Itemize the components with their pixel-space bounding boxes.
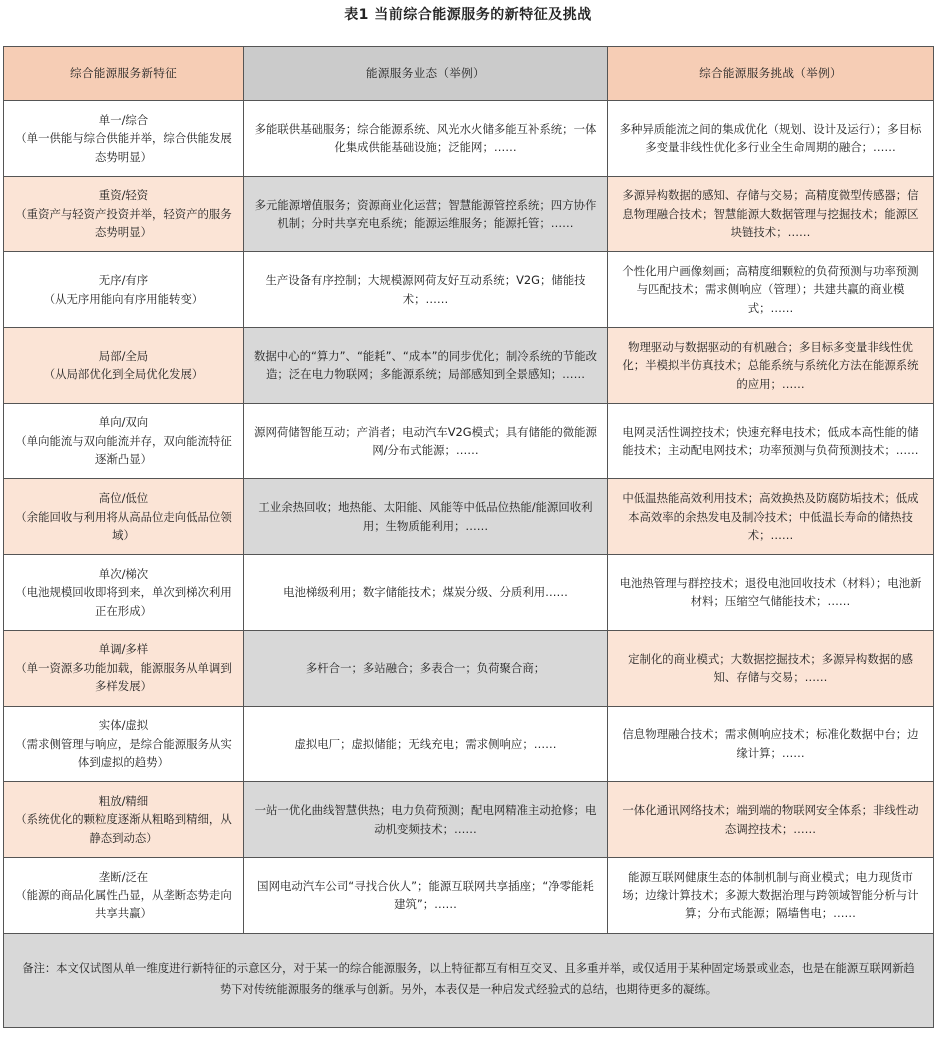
- feature-name: 单次/梯次: [98, 566, 149, 581]
- business-cell: 多元能源增值服务；资源商业化运营；智慧能源管控系统；四方协作机制；分时共享充电系统；能源运维服务；能源托管；……: [244, 176, 608, 252]
- feature-name: 实体/虚拟: [98, 718, 149, 733]
- business-cell: 虚拟电厂；虚拟储能；无线充电；需求侧响应；……: [244, 706, 608, 782]
- business-cell: 多杆合一；多站融合；多表合一；负荷聚合商；: [244, 630, 608, 706]
- table-row: [4, 555, 934, 631]
- feature-cell: [4, 857, 244, 933]
- feature-desc: （从局部优化到全局优化发展）: [43, 367, 204, 382]
- header-business: 能源服务业态（举例）: [244, 47, 608, 101]
- table-header-row: [4, 47, 934, 101]
- feature-desc: （从无序用能向有序用能转变）: [43, 291, 204, 306]
- feature-desc: （单一资源多功能加载，能源服务从单调到多样发展）: [15, 660, 232, 694]
- header-challenges: 综合能源服务挑战（举例）: [608, 47, 934, 101]
- feature-name: 粗放/精细: [98, 793, 149, 808]
- challenge-cell: 物理驱动与数据驱动的有机融合；多目标多变量非线性优化；半模拟半仿真技术；总能系统与系统化方法在能源系统的应用；……: [608, 328, 934, 404]
- challenge-cell: 多种异质能流之间的集成优化（规划、设计及运行）；多目标多变量非线性优化多行业全生命周期的融合；……: [608, 101, 934, 177]
- feature-cell: [4, 328, 244, 404]
- feature-desc: （重资产与轻资产投资并举，轻资产的服务态势明显）: [15, 206, 232, 240]
- feature-cell: [4, 252, 244, 328]
- table-row: [4, 328, 934, 404]
- table-row: [4, 479, 934, 555]
- feature-cell: [4, 403, 244, 479]
- challenge-cell: 多源异构数据的感知、存储与交易；高精度微型传感器；信息物理融合技术；智慧能源大数据管理与挖掘技术；能源区块链技术；……: [608, 176, 934, 252]
- features-table: [3, 46, 934, 1028]
- challenge-cell: 个性化用户画像刻画；高精度细颗粒的负荷预测与功率预测与匹配技术；需求侧响应（管理）；共建共赢的商业模式；……: [608, 252, 934, 328]
- business-cell: 数据中心的“算力”、“能耗”、“成本”的同步优化；制冷系统的节能改造；泛在电力物联网；多能源系统；局部感知到全景感知；……: [244, 328, 608, 404]
- feature-name: 局部/全局: [98, 348, 149, 363]
- feature-desc: （单一供能与综合供能并举，综合供能发展态势明显）: [15, 131, 232, 164]
- feature-cell: [4, 479, 244, 555]
- feature-cell: [4, 630, 244, 706]
- feature-name: 无序/有序: [98, 273, 149, 288]
- business-cell: 国网电动汽车公司“寻找合伙人”；能源互联网共享插座；“净零能耗建筑”；……: [244, 857, 608, 933]
- feature-name: 单向/双向: [98, 415, 149, 430]
- table-note: 备注：本文仅试图从单一维度进行新特征的示意区分，对于某一的综合能源服务，以上特征都互有相互交叉、且多重并举，或仅适用于某种固定场景或业态，也是在能源互联网新趋势下对传统能源服务的继承与创新。另外，本表仅是一种启发式经验式的总结，也期待更多的凝练。: [4, 933, 934, 1027]
- challenge-cell: 电池热管理与群控技术；退役电池回收技术（材料）；电池新材料；压缩空气储能技术；……: [608, 555, 934, 631]
- table-row: [4, 176, 934, 252]
- business-cell: 电池梯级利用；数字储能技术；煤炭分级、分质利用……: [244, 555, 608, 631]
- table-row: [4, 252, 934, 328]
- feature-name: 单一/综合: [98, 112, 149, 127]
- feature-desc: （能源的商品化属性凸显，从垄断态势走向共享共赢）: [15, 887, 232, 921]
- feature-cell: [4, 101, 244, 177]
- business-cell: 一站一优化曲线智慧供热；电力负荷预测；配电网精准主动抢修；电动机变频技术；……: [244, 782, 608, 858]
- challenge-cell: 信息物理融合技术；需求侧响应技术；标准化数据中台；边缘计算；……: [608, 706, 934, 782]
- feature-name: 重资/轻资: [98, 188, 149, 203]
- feature-cell: [4, 176, 244, 252]
- challenge-cell: 定制化的商业模式；大数据挖掘技术；多源异构数据的感知、存储与交易；……: [608, 630, 934, 706]
- business-cell: 生产设备有序控制；大规模源网荷友好互动系统；V2G；储能技术；……: [244, 252, 608, 328]
- feature-name: 单调/多样: [98, 642, 149, 657]
- table-row: [4, 101, 934, 177]
- challenge-cell: 电网灵活性调控技术；快速充释电技术；低成本高性能的储能技术；主动配电网技术；功率预测与负荷预测技术；……: [608, 403, 934, 479]
- feature-desc: （电池规模回收即将到来，单次到梯次利用正在形成）: [15, 585, 232, 618]
- table-row: [4, 706, 934, 782]
- note-row: [4, 933, 934, 1027]
- challenge-cell: 能源互联网健康生态的体制机制与商业模式；电力现货市场；边缘计算技术；多源大数据治理与跨领域智能分析与计算；分布式能源；隔墙售电；……: [608, 857, 934, 933]
- feature-desc: （需求侧管理与响应，是综合能源服务从实体到虚拟的趋势）: [15, 736, 232, 770]
- table-row: [4, 403, 934, 479]
- business-cell: 工业余热回收；地热能、太阳能、风能等中低品位热能/能源回收利用；生物质能利用；……: [244, 479, 608, 555]
- feature-cell: [4, 706, 244, 782]
- challenge-cell: 一体化通讯网络技术；端到端的物联网安全体系；非线性动态调控技术；……: [608, 782, 934, 858]
- feature-desc: （系统优化的颗粒度逐渐从粗略到精细，从静态到动态）: [15, 812, 232, 845]
- table-row: [4, 630, 934, 706]
- feature-name: 高位/低位: [98, 491, 149, 506]
- table-row: [4, 857, 934, 933]
- table-row: [4, 782, 934, 858]
- table-title: 表1 当前综合能源服务的新特征及挑战: [344, 7, 592, 23]
- feature-cell: [4, 555, 244, 631]
- feature-desc: （单向能流与双向能流并存，双向能流特征逐渐凸显）: [15, 433, 232, 467]
- feature-name: 垄断/泛在: [98, 869, 149, 884]
- challenge-cell: 中低温热能高效利用技术；高效换热及防腐防垢技术；低成本高效率的余热发电及制冷技术；中低温长寿命的储热技术；……: [608, 479, 934, 555]
- feature-cell: [4, 782, 244, 858]
- business-cell: 多能联供基础服务；综合能源系统、风光水火储多能互补系统；一体化集成供能基础设施；泛能网；……: [244, 101, 608, 177]
- business-cell: 源网荷储智能互动；产消者；电动汽车V2G模式；具有储能的微能源网/分布式能源；……: [244, 403, 608, 479]
- header-features: 综合能源服务新特征: [4, 47, 244, 101]
- feature-desc: （余能回收与利用将从高品位走向低品位领域）: [15, 509, 232, 543]
